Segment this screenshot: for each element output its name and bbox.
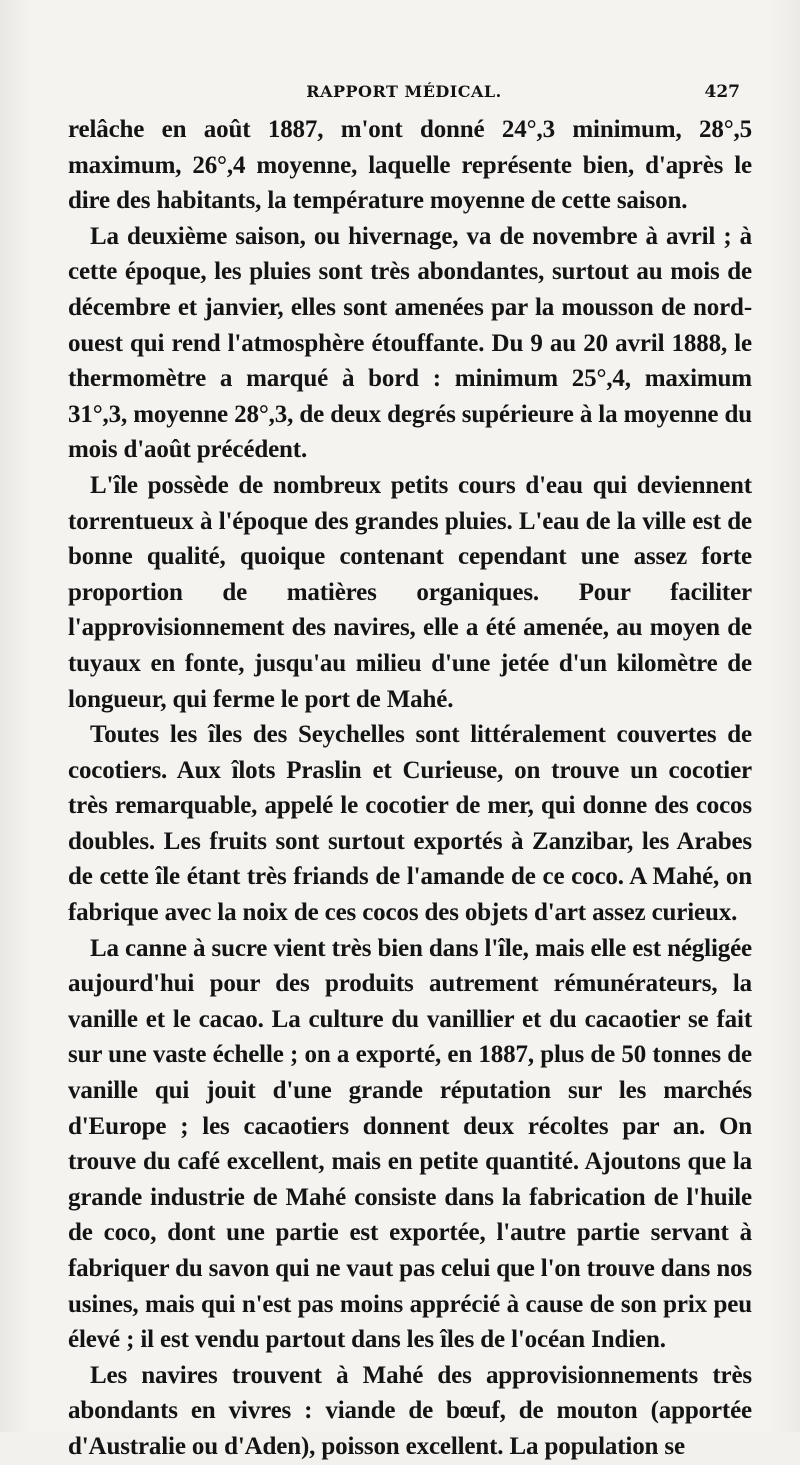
paragraph-6: Les navires trouvent à Mahé des approvisionnements très abondants en vivres : viande de bœuf, de mouton (apportée d'Australie ou d'Aden), poisson excellent. La population se [68,1361,752,1460]
body-text [68,112,752,1465]
running-title: RAPPORT MÉDICAL. [306,82,502,101]
page-header [68,82,740,108]
paragraph-2: La deuxième saison, ou hivernage, va de novembre à avril ; à cette époque, les pluies sont très abondantes, surtout au mois de décembre et janvier, elles sont amenées par la mousson de nord-ouest qui rend l'atmosphère étouffante. Du 9 au 20 avril 1888, le thermomètre a marqué à bord : minimum 25°,4, maximum 31°,3, moyenne 28°,3, de deux degrés supérieure à la moyenne du mois d'août précédent. [68,222,752,464]
paragraph-1: relâche en août 1887, m'ont donné 24°,3 minimum, 28°,5 maximum, 26°,4 moyenne, laquelle représente bien, d'après le dire des habitants, la température moyenne de cette saison. [68,116,752,215]
paragraph-5: La canne à sucre vient très bien dans l'île, mais elle est négligée aujourd'hui pour des produits autrement rémunérateurs, la vanille et le cacao. La culture du vanillier et du cacaotier se fait sur une vaste échelle ; on a exporté, en 1887, plus de 50 tonnes de vanille qui jouit d'une grande réputation sur les marchés d'Europe ; les cacaotiers donnent deux récoltes par an. On trouve du café excellent, mais en petite quantité. Ajoutons que la grande industrie de Mahé consiste dans la fabrication de l'huile de coco, dont une partie est exportée, l'autre partie servant à fabriquer du savon qui ne vaut pas celui que l'on trouve dans nos usines, mais qui n'est pas moins apprécié à cause de son prix peu élevé ; il est vendu partout dans les îles de l'océan Indien. [68,934,752,1354]
paragraph-3: L'île possède de nombreux petits cours d'eau qui deviennent torrentueux à l'époque des grandes pluies. L'eau de la ville est de bonne qualité, quoique contenant cependant une assez forte proportion de matières organiques. Pour faciliter l'approvisionnement des navires, elle a été amenée, au moyen de tuyaux en fonte, jusqu'au milieu d'une jetée d'un kilomètre de longueur, qui ferme le port de Mahé. [68,471,752,713]
paragraph-4: Toutes les îles des Seychelles sont littéralement couvertes de cocotiers. Aux îlots Praslin et Curieuse, on trouve un cocotier très remarquable, appelé le cocotier de mer, qui donne des cocos doubles. Les fruits sont surtout exportés à Zanzibar, les Arabes de cette île étant très friands de l'amande de ce coco. A Mahé, on fabrique avec la noix de ces cocos des objets d'art assez curieux. [68,721,752,927]
page-number: 427 [704,82,740,102]
